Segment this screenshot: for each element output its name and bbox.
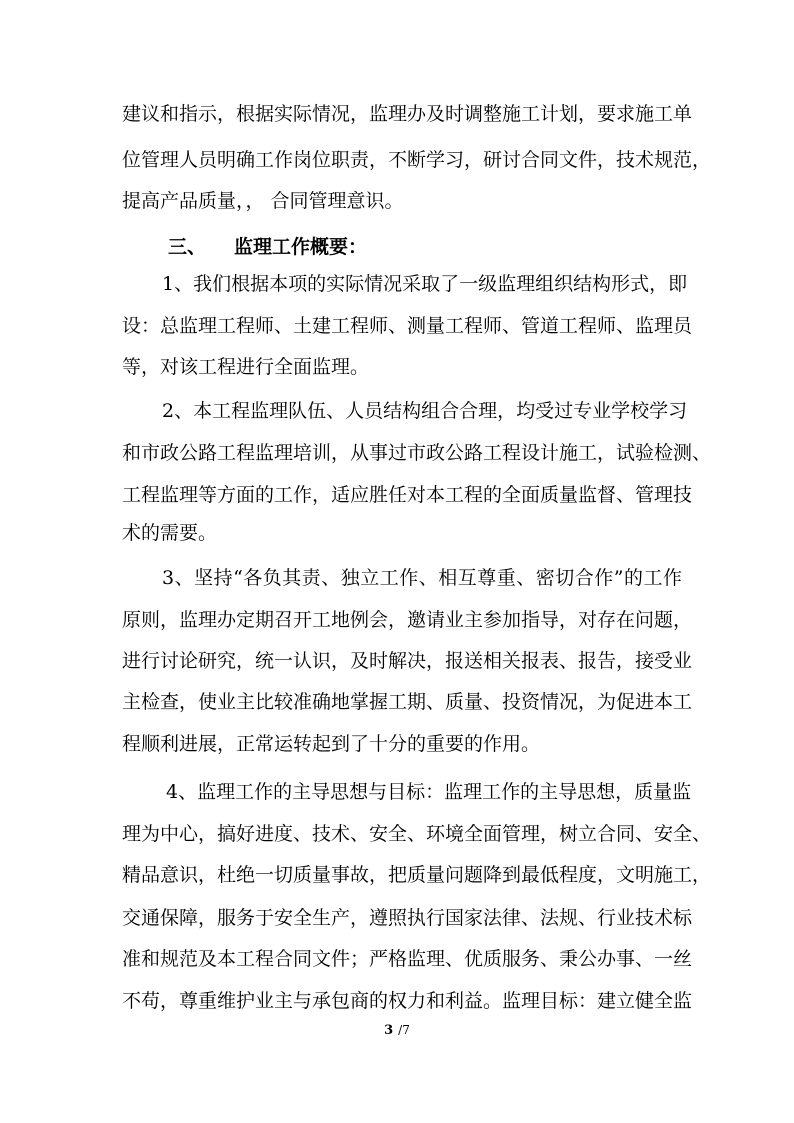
section-heading-title: 监理工作概要： [234, 236, 368, 258]
text-line: 设：总监理工程师、土建工程师、测量工程师、管道工程师、监理员 [122, 315, 693, 337]
paragraph-first-line: 3、坚持“各负其责、独立工作、相互尊重、密切合作”的工作 [162, 567, 682, 589]
text-line: 交通保障，服务于安全生产，遵照执行国家法律、法规、行业技术标 [122, 907, 693, 929]
page-number-total: /7 [398, 1023, 410, 1037]
section-heading [168, 235, 408, 259]
text-line: 位管理人员明确工作岗位职责，不断学习，研讨合同文件，技术规范， [122, 149, 712, 171]
text-line: 准和规范及本工程合同文件；严格监理、优质服务、秉公办事、一丝 [122, 948, 693, 970]
paragraph-first-line: 4、监理工作的主导思想与目标：监理工作的主导思想，质量监 [166, 781, 692, 803]
text-line: 不苟，尊重维护业主与承包商的权力和利益。监理目标：建立健全监 [122, 990, 693, 1012]
text-line: 和市政公路工程监理培训，从事过市政公路工程设计施工，试验检测、 [122, 442, 712, 464]
section-heading-number: 三、 [168, 236, 207, 258]
text-line: 主检查，使业主比较准确地掌握工期、质量、投资情况，为促进本工 [122, 691, 693, 713]
page-number-current: 3 [384, 1023, 394, 1038]
paragraph-first-line: 1、我们根据本项的实际情况采取了一级监理组织结构形式，即 [162, 273, 688, 295]
text-line: 进行讨论研究，统一认识，及时解决，报送相关报表、报告，接受业 [122, 650, 693, 672]
text-line: 等，对该工程进行全面监理。 [122, 356, 370, 378]
text-line: 理为中心，搞好进度、技术、安全、环境全面管理，树立合同、安全、 [122, 823, 712, 845]
paragraph-first-line: 2、本工程监理队伍、人员结构组合合理，均受过专业学校学习 [162, 400, 688, 422]
text-line: 提高产品质量，， 合同管理意识。 [122, 190, 404, 212]
text-line: 工程监理等方面的工作，适应胜任对本工程的全面质量监督、管理技 [122, 484, 693, 506]
text-line: 原则，监理办定期召开工地例会，邀请业主参加指导，对存在问题， [122, 609, 693, 631]
text-line: 程顺利进展，正常运转起到了十分的重要的作用。 [122, 733, 541, 755]
page-number [0, 1022, 794, 1039]
text-line: 术的需要。 [122, 522, 218, 544]
text-line: 精品意识，杜绝一切质量事故，把质量问题降到最低程度，文明施工， [122, 864, 712, 886]
text-line: 建议和指示，根据实际情况，监理办及时调整施工计划，要求施工单 [122, 103, 693, 125]
